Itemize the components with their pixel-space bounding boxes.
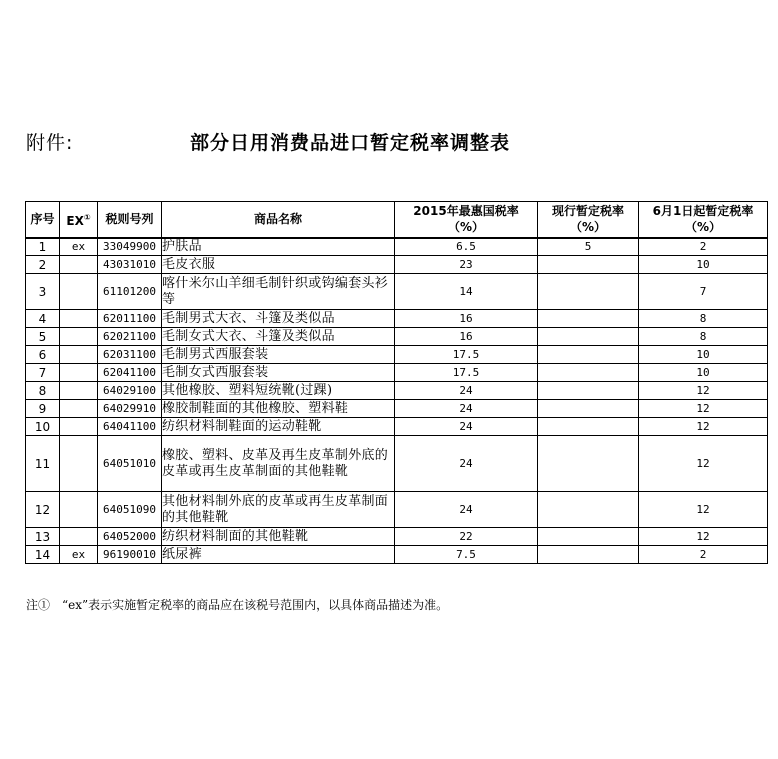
cell-mfn-rate: 24 <box>395 418 538 436</box>
cell-code: 62031100 <box>98 346 162 364</box>
cell-mfn-rate: 6.5 <box>395 238 538 256</box>
cell-code: 43031010 <box>98 256 162 274</box>
cell-current-rate <box>538 528 639 546</box>
table-row <box>26 546 768 564</box>
cell-current-rate <box>538 382 639 400</box>
cell-name: 纺织材料制鞋面的运动鞋靴 <box>162 418 395 436</box>
col-header-code: 税则号列 <box>98 202 162 238</box>
table-row <box>26 382 768 400</box>
cell-name: 橡胶制鞋面的其他橡胶、塑料鞋 <box>162 400 395 418</box>
cell-ex <box>60 346 98 364</box>
table-row <box>26 492 768 528</box>
cell-mfn-rate: 23 <box>395 256 538 274</box>
cell-mfn-rate: 24 <box>395 436 538 492</box>
cell-code: 96190010 <box>98 546 162 564</box>
cell-mfn-rate: 22 <box>395 528 538 546</box>
col-header-ex: EX① <box>60 202 98 238</box>
table-row <box>26 274 768 310</box>
cell-new-rate: 2 <box>639 546 768 564</box>
cell-no: 6 <box>26 346 60 364</box>
cell-code: 64029100 <box>98 382 162 400</box>
cell-code: 64029910 <box>98 400 162 418</box>
cell-ex <box>60 436 98 492</box>
cell-current-rate <box>538 364 639 382</box>
cell-no: 7 <box>26 364 60 382</box>
cell-no: 13 <box>26 528 60 546</box>
table-row <box>26 328 768 346</box>
cell-no: 9 <box>26 400 60 418</box>
col-header-current-rate: 现行暂定税率 （%） <box>538 202 639 238</box>
cell-mfn-rate: 16 <box>395 328 538 346</box>
table-row <box>26 346 768 364</box>
cell-current-rate <box>538 400 639 418</box>
cell-new-rate: 12 <box>639 436 768 492</box>
col-header-mfn-rate: 2015年最惠国税率 （%） <box>395 202 538 238</box>
table-header-row <box>26 202 768 238</box>
cell-ex <box>60 310 98 328</box>
cell-new-rate: 12 <box>639 528 768 546</box>
table-row <box>26 310 768 328</box>
col-header-name: 商品名称 <box>162 202 395 238</box>
table-row <box>26 256 768 274</box>
table-row <box>26 400 768 418</box>
attachment-label: 附件: <box>26 132 74 154</box>
cell-no: 5 <box>26 328 60 346</box>
cell-no: 12 <box>26 492 60 528</box>
cell-name: 毛制男式西服套装 <box>162 346 395 364</box>
tariff-table <box>25 201 768 564</box>
cell-ex: ex <box>60 546 98 564</box>
cell-no: 11 <box>26 436 60 492</box>
table-row <box>26 364 768 382</box>
cell-new-rate: 8 <box>639 310 768 328</box>
cell-name: 橡胶、塑料、皮革及再生皮革制外底的皮革或再生皮革制面的其他鞋靴 <box>162 436 395 492</box>
table-row <box>26 528 768 546</box>
cell-code: 64052000 <box>98 528 162 546</box>
cell-current-rate <box>538 346 639 364</box>
cell-mfn-rate: 16 <box>395 310 538 328</box>
cell-no: 4 <box>26 310 60 328</box>
cell-ex <box>60 256 98 274</box>
cell-name: 毛制男式大衣、斗篷及类似品 <box>162 310 395 328</box>
cell-code: 33049900 <box>98 238 162 256</box>
cell-current-rate <box>538 256 639 274</box>
cell-mfn-rate: 7.5 <box>395 546 538 564</box>
cell-mfn-rate: 17.5 <box>395 346 538 364</box>
cell-code: 62021100 <box>98 328 162 346</box>
cell-name: 纺织材料制面的其他鞋靴 <box>162 528 395 546</box>
cell-current-rate <box>538 418 639 436</box>
cell-ex <box>60 382 98 400</box>
cell-ex <box>60 528 98 546</box>
cell-name: 毛皮衣服 <box>162 256 395 274</box>
footnote: 注① “ex”表示实施暂定税率的商品应在该税号范围内，以具体商品描述为准。 <box>26 598 449 612</box>
cell-new-rate: 12 <box>639 400 768 418</box>
cell-new-rate: 8 <box>639 328 768 346</box>
table-body <box>26 238 768 564</box>
table-row <box>26 436 768 492</box>
cell-no: 10 <box>26 418 60 436</box>
cell-ex <box>60 364 98 382</box>
cell-ex: ex <box>60 238 98 256</box>
cell-name: 护肤品 <box>162 238 395 256</box>
cell-code: 64041100 <box>98 418 162 436</box>
cell-ex <box>60 492 98 528</box>
cell-no: 3 <box>26 274 60 310</box>
cell-mfn-rate: 14 <box>395 274 538 310</box>
col-header-no: 序号 <box>26 202 60 238</box>
cell-no: 14 <box>26 546 60 564</box>
cell-new-rate: 10 <box>639 364 768 382</box>
cell-mfn-rate: 17.5 <box>395 364 538 382</box>
cell-ex <box>60 418 98 436</box>
cell-no: 8 <box>26 382 60 400</box>
cell-name: 毛制女式大衣、斗篷及类似品 <box>162 328 395 346</box>
cell-current-rate <box>538 546 639 564</box>
cell-name: 其他材料制外底的皮革或再生皮革制面的其他鞋靴 <box>162 492 395 528</box>
cell-current-rate <box>538 328 639 346</box>
cell-current-rate: 5 <box>538 238 639 256</box>
cell-name: 其他橡胶、塑料短统靴(过踝) <box>162 382 395 400</box>
cell-new-rate: 12 <box>639 418 768 436</box>
cell-new-rate: 10 <box>639 346 768 364</box>
cell-name: 纸尿裤 <box>162 546 395 564</box>
cell-mfn-rate: 24 <box>395 492 538 528</box>
cell-no: 1 <box>26 238 60 256</box>
cell-code: 64051010 <box>98 436 162 492</box>
cell-ex <box>60 274 98 310</box>
cell-new-rate: 2 <box>639 238 768 256</box>
cell-current-rate <box>538 310 639 328</box>
cell-ex <box>60 400 98 418</box>
cell-code: 61101200 <box>98 274 162 310</box>
cell-code: 62041100 <box>98 364 162 382</box>
cell-new-rate: 7 <box>639 274 768 310</box>
cell-code: 64051090 <box>98 492 162 528</box>
cell-code: 62011100 <box>98 310 162 328</box>
cell-ex <box>60 328 98 346</box>
cell-mfn-rate: 24 <box>395 400 538 418</box>
cell-current-rate <box>538 492 639 528</box>
cell-name: 喀什米尔山羊细毛制针织或钩编套头衫等 <box>162 274 395 310</box>
col-header-new-rate: 6月1日起暂定税率 （%） <box>639 202 768 238</box>
cell-new-rate: 10 <box>639 256 768 274</box>
footnote-marker: ① <box>83 212 91 222</box>
cell-current-rate <box>538 436 639 492</box>
table-row <box>26 238 768 256</box>
cell-current-rate <box>538 274 639 310</box>
cell-new-rate: 12 <box>639 492 768 528</box>
cell-new-rate: 12 <box>639 382 768 400</box>
table-row <box>26 418 768 436</box>
document-title: 部分日用消费品进口暂定税率调整表 <box>190 132 511 154</box>
cell-no: 2 <box>26 256 60 274</box>
cell-name: 毛制女式西服套装 <box>162 364 395 382</box>
cell-mfn-rate: 24 <box>395 382 538 400</box>
